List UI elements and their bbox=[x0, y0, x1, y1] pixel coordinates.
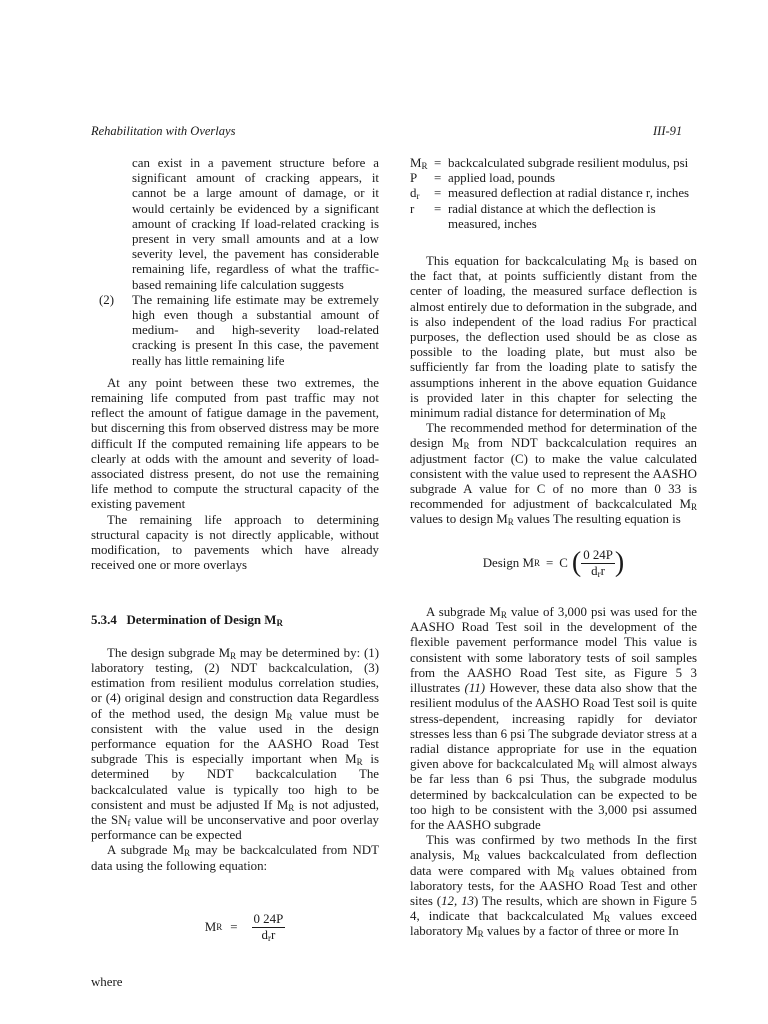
where-label: where bbox=[91, 975, 123, 990]
equation-design-mr: Design M R = C ( $\frac{0 24P}{d_rr}$ ) bbox=[482, 547, 625, 579]
equation-fraction: $\frac{0 24P}{d_rr}$ bbox=[253, 911, 284, 943]
paragraph-extremes: At any point between these two extremes, the remaining life computed from past traffic may not reflect the amount of fatigue damage in the pavement, but discerning this from observed distress may be more difficult If the computed remaining life appears to be clearly at odds with the amount and severity of load-associated distress present, do not use the remaining life method to compute the structural capacity of the existing pavement bbox=[91, 375, 379, 512]
section-number: 5.3.4 bbox=[91, 613, 117, 628]
definition-text: applied load, pounds bbox=[448, 171, 556, 186]
running-header-title: Rehabilitation with Overlays bbox=[91, 124, 236, 138]
paragraph-backcalculation: A subgrade $M_R$ may be backcalculated from NDT data using the following equation: bbox=[91, 843, 379, 873]
paragraph-recommended-method: The recommended method for determination of the design $M_R$ from NDT backcalculation requires an adjustment factor (C) to make the value calculated consistent with the value used to represent the AASHO subgrade A value for C of no more than 0 33 is recommended for adjustment of backcalculated $M_R$ values to design $M_R$ values The resulting equation is bbox=[410, 421, 697, 528]
paragraph-equation-basis: This equation for backcalculating $M_R$ is based on the fact that, at points sufficiently distant from the center of loading, the measured surface deflection is almost entirely due to deformation in the subgrade, and is also independent of the load radius For practical purposes, the deflection used should be as close as possible to the loading plate, but must also be sufficiently far from the loading plate to satisfy the assumptions inherent in the above equation Guidance is provided later in this chapter for selecting the minimum radial distance for determination of $M_R$ bbox=[410, 254, 697, 422]
equation-backcalculated-mr: M R = $\frac{0 24P}{d_rr}$ bbox=[204, 911, 284, 943]
list-item-2-text: The remaining life estimate may be extremely high even though a substantial amount of medium- and high-severity load-related cracking is present In this case, the pavement really has little remaining life bbox=[132, 292, 379, 368]
definition-symbol: P bbox=[410, 171, 418, 186]
section-title-subscript: R bbox=[276, 618, 283, 629]
definition-text: backcalculated subgrade resilient modulus, psi bbox=[448, 156, 689, 170]
section-title: Determination of Design M bbox=[126, 613, 277, 628]
variable-definitions: $M_R$ = backcalculated subgrade resilient modulus, psi P = applied load, pounds $d_r$ = measured deflection at radial distance r, inches r = radial distance at which the deflection is measured, inches bbox=[410, 156, 697, 232]
page-number: III-91 bbox=[653, 124, 683, 138]
list-item-1-continuation: can exist in a pavement structure before a significant amount of cracking appears, it cannot be a large amount of damage, or it would certainly be evidenced by a significant amount of cracking If load-related cracking is present in very small amounts and at a low severity level, the pavement has considerable remaining life, regardless of what the traffic-based remaining life calculation suggests bbox=[132, 156, 379, 292]
right-column bbox=[410, 156, 697, 940]
definition-text: measured deflection at radial distance r, inches bbox=[448, 186, 690, 201]
definition-symbol: r bbox=[410, 201, 415, 216]
definition-symbol: $M_R$ bbox=[410, 156, 428, 171]
list-item-2 bbox=[91, 293, 379, 369]
left-column bbox=[91, 156, 379, 990]
paragraph-design-mr: The design subgrade $M_R$ may be determined by: (1) laboratory testing, (2) NDT backcalculation, (3) estimation from resilient modulus correlation studies, or (4) original design and construction data Regardless of the method used, the design $M_R$ value must be consistent with the value used in the design performance equation for the AASHO Road Test subgrade This is especially important when $M_R$ is determined by NDT backcalculation The backcalculated value is typically too high to be consistent and must be adjusted If $M_R$ is not adjusted, the $SN_f$ value will be unconservative and poor overlay performance can be expected bbox=[91, 645, 380, 843]
equation-fraction: $\frac{0 24P}{d_rr}$ bbox=[583, 547, 613, 579]
paragraph-remaining-life: The remaining life approach to determining structural capacity is not directly applicable, without modification, to pavements which have already received one or more overlays bbox=[91, 512, 379, 573]
list-item-2-number: (2) bbox=[99, 292, 115, 307]
section-heading bbox=[91, 613, 379, 628]
paragraph-aasho-subgrade: A subgrade $M_R$ value of 3,000 psi was used for the AASHO Road Test soil in the development of the flexible pavement performance model This value is consistent with some laboratory tests of soil samples from the AASHO Road Test site, as Figure 5 3 illustrates (11) However, these data also show that the resilient modulus of the AASHO Road Test soil is quite stress-dependent, increasing rapidly for deviator stresses less than 6 psi The subgrade deviator stress at a radial distance appropriate for use in the equation given above for backcalculated $M_R$ will almost always be far less than 6 psi Thus, the subgrade modulus determined by backcalculation can be expected to be too high to be consistent with the 3,000 psi assumed for the AASHO subgrade bbox=[410, 605, 697, 832]
definition-text: radial distance at which the deflection is measured, inches bbox=[448, 201, 656, 231]
paragraph-confirmed: This was confirmed by two methods In the first analysis, $M_R$ values backcalculated from deflection data were compared with $M_R$ values obtained from laboratory tests, for the AASHO Road Test and other sites (12, 13) The results, which are shown in Figure 5 4, indicate that backcalculated $M_R$ values exceed laboratory $M_R$ values by a factor of three or more In bbox=[410, 833, 698, 940]
definition-symbol: $d_r$ bbox=[410, 186, 420, 202]
